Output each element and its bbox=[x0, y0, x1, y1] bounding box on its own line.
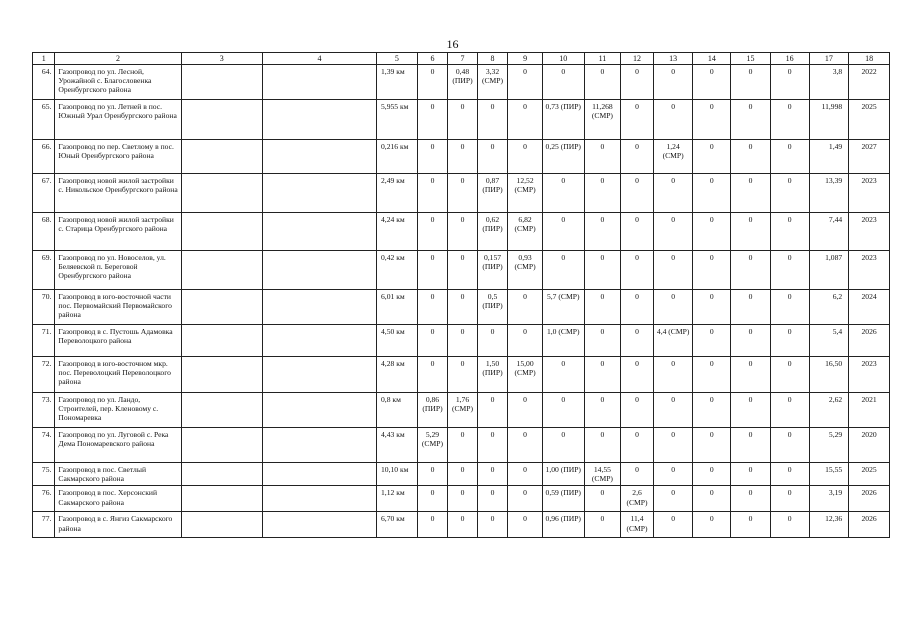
table-row bbox=[33, 512, 890, 538]
header-cell: 4 bbox=[263, 53, 377, 65]
value-cell-c14: 0 bbox=[693, 325, 731, 357]
year-cell: 2023 bbox=[849, 251, 890, 290]
total-cell: 1,49 bbox=[809, 140, 849, 174]
col-3-cell bbox=[181, 512, 262, 538]
value-cell-c9: 0 bbox=[508, 512, 543, 538]
value-cell-c10: 0 bbox=[542, 174, 584, 213]
value-cell-c16: 0 bbox=[770, 325, 809, 357]
length-cell: 4,28 км bbox=[377, 357, 418, 393]
length-cell: 6,01 км bbox=[377, 290, 418, 325]
row-number: 68. bbox=[33, 213, 55, 251]
value-cell-c6: 0 bbox=[417, 357, 448, 393]
header-cell: 7 bbox=[448, 53, 478, 65]
row-number: 69. bbox=[33, 251, 55, 290]
value-cell-c9: 12,52 (СМР) bbox=[508, 174, 543, 213]
value-cell-c9: 15,00 (СМР) bbox=[508, 357, 543, 393]
value-cell-c15: 0 bbox=[731, 463, 771, 486]
total-cell: 12,36 bbox=[809, 512, 849, 538]
col-4-cell bbox=[263, 357, 377, 393]
length-cell: 1,39 км bbox=[377, 65, 418, 100]
object-name: Газопровод в юго-восточном мкр. пос. Переволоцкий Переволоцкого района bbox=[55, 357, 181, 393]
header-cell: 2 bbox=[55, 53, 181, 65]
header-cell: 13 bbox=[653, 53, 693, 65]
value-cell-c12: 0 bbox=[621, 357, 654, 393]
col-4-cell bbox=[263, 428, 377, 463]
value-cell-c14: 0 bbox=[693, 463, 731, 486]
value-cell-c12: 0 bbox=[621, 65, 654, 100]
value-cell-c14: 0 bbox=[693, 290, 731, 325]
value-cell-c7: 0 bbox=[448, 100, 478, 140]
col-4-cell bbox=[263, 463, 377, 486]
value-cell-c16: 0 bbox=[770, 213, 809, 251]
year-cell: 2022 bbox=[849, 65, 890, 100]
col-3-cell bbox=[181, 100, 262, 140]
value-cell-c16: 0 bbox=[770, 100, 809, 140]
value-cell-c13: 0 bbox=[653, 174, 693, 213]
length-cell: 1,12 км bbox=[377, 486, 418, 512]
object-name: Газопровод по ул. Луговой с. Река Дема Пономаревского района bbox=[55, 428, 181, 463]
value-cell-c6: 0 bbox=[417, 65, 448, 100]
value-cell-c8: 0 bbox=[477, 463, 508, 486]
value-cell-c6: 0,86 (ПИР) bbox=[417, 393, 448, 428]
value-cell-c14: 0 bbox=[693, 251, 731, 290]
table-row bbox=[33, 140, 890, 174]
data-table bbox=[32, 52, 890, 538]
col-4-cell bbox=[263, 251, 377, 290]
value-cell-c12: 0 bbox=[621, 140, 654, 174]
object-name: Газопровод в пос. Херсонский Сакмарского района bbox=[55, 486, 181, 512]
value-cell-c16: 0 bbox=[770, 140, 809, 174]
year-cell: 2023 bbox=[849, 174, 890, 213]
value-cell-c8: 0 bbox=[477, 428, 508, 463]
row-number: 75. bbox=[33, 463, 55, 486]
value-cell-c7: 0 bbox=[448, 325, 478, 357]
value-cell-c12: 0 bbox=[621, 174, 654, 213]
col-3-cell bbox=[181, 213, 262, 251]
value-cell-c13: 0 bbox=[653, 251, 693, 290]
col-3-cell bbox=[181, 393, 262, 428]
length-cell: 10,10 км bbox=[377, 463, 418, 486]
value-cell-c7: 0 bbox=[448, 174, 478, 213]
value-cell-c10: 5,7 (СМР) bbox=[542, 290, 584, 325]
value-cell-c11: 0 bbox=[584, 213, 621, 251]
value-cell-c14: 0 bbox=[693, 174, 731, 213]
value-cell-c9: 0 bbox=[508, 486, 543, 512]
value-cell-c12: 0 bbox=[621, 463, 654, 486]
value-cell-c7: 0 bbox=[448, 357, 478, 393]
value-cell-c13: 0 bbox=[653, 290, 693, 325]
col-4-cell bbox=[263, 325, 377, 357]
row-number: 72. bbox=[33, 357, 55, 393]
col-4-cell bbox=[263, 290, 377, 325]
value-cell-c7: 0 bbox=[448, 140, 478, 174]
value-cell-c8: 0,157 (ПИР) bbox=[477, 251, 508, 290]
value-cell-c8: 1,50 (ПИР) bbox=[477, 357, 508, 393]
value-cell-c13: 4,4 (СМР) bbox=[653, 325, 693, 357]
length-cell: 4,24 км bbox=[377, 213, 418, 251]
value-cell-c10: 0,96 (ПИР) bbox=[542, 512, 584, 538]
header-cell: 6 bbox=[417, 53, 448, 65]
total-cell: 5,29 bbox=[809, 428, 849, 463]
value-cell-c14: 0 bbox=[693, 357, 731, 393]
value-cell-c14: 0 bbox=[693, 65, 731, 100]
value-cell-c6: 0 bbox=[417, 100, 448, 140]
value-cell-c6: 0 bbox=[417, 512, 448, 538]
value-cell-c9: 0 bbox=[508, 100, 543, 140]
total-cell: 15,55 bbox=[809, 463, 849, 486]
year-cell: 2026 bbox=[849, 512, 890, 538]
col-3-cell bbox=[181, 357, 262, 393]
value-cell-c7: 0 bbox=[448, 463, 478, 486]
object-name: Газопровод в пос. Светлый Сакмарского района bbox=[55, 463, 181, 486]
value-cell-c11: 0 bbox=[584, 325, 621, 357]
header-cell: 18 bbox=[849, 53, 890, 65]
value-cell-c16: 0 bbox=[770, 393, 809, 428]
year-cell: 2024 bbox=[849, 290, 890, 325]
value-cell-c15: 0 bbox=[731, 174, 771, 213]
object-name: Газопровод новой жилой застройки с. Никольское Оренбургского района bbox=[55, 174, 181, 213]
col-3-cell bbox=[181, 290, 262, 325]
value-cell-c10: 1,00 (ПИР) bbox=[542, 463, 584, 486]
value-cell-c7: 0 bbox=[448, 213, 478, 251]
value-cell-c10: 0,59 (ПИР) bbox=[542, 486, 584, 512]
header-cell: 10 bbox=[542, 53, 584, 65]
row-number: 73. bbox=[33, 393, 55, 428]
table-row bbox=[33, 65, 890, 100]
value-cell-c8: 0,62 (ПИР) bbox=[477, 213, 508, 251]
value-cell-c6: 0 bbox=[417, 174, 448, 213]
value-cell-c13: 0 bbox=[653, 463, 693, 486]
length-cell: 4,43 км bbox=[377, 428, 418, 463]
value-cell-c13: 0 bbox=[653, 100, 693, 140]
value-cell-c10: 0 bbox=[542, 393, 584, 428]
col-3-cell bbox=[181, 140, 262, 174]
value-cell-c10: 0,73 (ПИР) bbox=[542, 100, 584, 140]
header-cell: 15 bbox=[731, 53, 771, 65]
value-cell-c7: 1,76 (СМР) bbox=[448, 393, 478, 428]
length-cell: 4,50 км bbox=[377, 325, 418, 357]
value-cell-c16: 0 bbox=[770, 65, 809, 100]
col-4-cell bbox=[263, 65, 377, 100]
row-number: 77. bbox=[33, 512, 55, 538]
value-cell-c12: 11,4 (СМР) bbox=[621, 512, 654, 538]
year-cell: 2023 bbox=[849, 213, 890, 251]
value-cell-c13: 0 bbox=[653, 393, 693, 428]
value-cell-c15: 0 bbox=[731, 428, 771, 463]
total-cell: 2,62 bbox=[809, 393, 849, 428]
value-cell-c14: 0 bbox=[693, 428, 731, 463]
value-cell-c12: 0 bbox=[621, 290, 654, 325]
value-cell-c7: 0,48 (ПИР) bbox=[448, 65, 478, 100]
header-cell: 12 bbox=[621, 53, 654, 65]
value-cell-c12: 2,6 (СМР) bbox=[621, 486, 654, 512]
value-cell-c11: 0 bbox=[584, 486, 621, 512]
header-cell: 1 bbox=[33, 53, 55, 65]
value-cell-c10: 0 bbox=[542, 251, 584, 290]
value-cell-c11: 14,55 (СМР) bbox=[584, 463, 621, 486]
total-cell: 1,087 bbox=[809, 251, 849, 290]
total-cell: 3,8 bbox=[809, 65, 849, 100]
value-cell-c13: 0 bbox=[653, 428, 693, 463]
value-cell-c15: 0 bbox=[731, 486, 771, 512]
value-cell-c8: 0 bbox=[477, 512, 508, 538]
page-number: 16 bbox=[446, 37, 459, 51]
value-cell-c10: 0 bbox=[542, 357, 584, 393]
object-name: Газопровод по пер. Светлому в пос. Юный Оренбургского района bbox=[55, 140, 181, 174]
value-cell-c14: 0 bbox=[693, 140, 731, 174]
value-cell-c16: 0 bbox=[770, 357, 809, 393]
value-cell-c12: 0 bbox=[621, 100, 654, 140]
row-number: 64. bbox=[33, 65, 55, 100]
col-3-cell bbox=[181, 463, 262, 486]
table-row bbox=[33, 213, 890, 251]
value-cell-c14: 0 bbox=[693, 393, 731, 428]
table-row bbox=[33, 463, 890, 486]
header-cell: 3 bbox=[181, 53, 262, 65]
value-cell-c13: 0 bbox=[653, 213, 693, 251]
year-cell: 2026 bbox=[849, 325, 890, 357]
col-3-cell bbox=[181, 428, 262, 463]
header-cell: 8 bbox=[477, 53, 508, 65]
col-4-cell bbox=[263, 140, 377, 174]
value-cell-c6: 0 bbox=[417, 325, 448, 357]
value-cell-c6: 0 bbox=[417, 486, 448, 512]
value-cell-c9: 0 bbox=[508, 428, 543, 463]
value-cell-c9: 0 bbox=[508, 290, 543, 325]
value-cell-c12: 0 bbox=[621, 325, 654, 357]
row-number: 67. bbox=[33, 174, 55, 213]
value-cell-c9: 0 bbox=[508, 65, 543, 100]
col-4-cell bbox=[263, 393, 377, 428]
header-cell: 16 bbox=[770, 53, 809, 65]
value-cell-c16: 0 bbox=[770, 486, 809, 512]
value-cell-c6: 0 bbox=[417, 251, 448, 290]
value-cell-c11: 0 bbox=[584, 65, 621, 100]
header-cell: 17 bbox=[809, 53, 849, 65]
col-4-cell bbox=[263, 486, 377, 512]
table-row bbox=[33, 251, 890, 290]
object-name: Газопровод по ул. Летней в пос. Южный Урал Оренбургского района bbox=[55, 100, 181, 140]
col-3-cell bbox=[181, 65, 262, 100]
header-row bbox=[33, 53, 890, 65]
year-cell: 2021 bbox=[849, 393, 890, 428]
value-cell-c11: 0 bbox=[584, 357, 621, 393]
table-row bbox=[33, 290, 890, 325]
value-cell-c15: 0 bbox=[731, 512, 771, 538]
value-cell-c10: 1,0 (СМР) bbox=[542, 325, 584, 357]
header-cell: 9 bbox=[508, 53, 543, 65]
value-cell-c15: 0 bbox=[731, 251, 771, 290]
col-3-cell bbox=[181, 325, 262, 357]
value-cell-c16: 0 bbox=[770, 512, 809, 538]
value-cell-c8: 0 bbox=[477, 393, 508, 428]
col-4-cell bbox=[263, 213, 377, 251]
col-4-cell bbox=[263, 512, 377, 538]
value-cell-c15: 0 bbox=[731, 393, 771, 428]
total-cell: 3,19 bbox=[809, 486, 849, 512]
row-number: 65. bbox=[33, 100, 55, 140]
row-number: 76. bbox=[33, 486, 55, 512]
year-cell: 2025 bbox=[849, 100, 890, 140]
table-row bbox=[33, 393, 890, 428]
length-cell: 2,49 км bbox=[377, 174, 418, 213]
value-cell-c9: 0 bbox=[508, 140, 543, 174]
total-cell: 13,39 bbox=[809, 174, 849, 213]
value-cell-c7: 0 bbox=[448, 290, 478, 325]
col-4-cell bbox=[263, 100, 377, 140]
value-cell-c11: 0 bbox=[584, 140, 621, 174]
value-cell-c12: 0 bbox=[621, 393, 654, 428]
value-cell-c11: 0 bbox=[584, 428, 621, 463]
value-cell-c10: 0 bbox=[542, 428, 584, 463]
value-cell-c16: 0 bbox=[770, 428, 809, 463]
row-number: 71. bbox=[33, 325, 55, 357]
value-cell-c11: 0 bbox=[584, 290, 621, 325]
value-cell-c11: 0 bbox=[584, 393, 621, 428]
value-cell-c14: 0 bbox=[693, 100, 731, 140]
value-cell-c13: 0 bbox=[653, 357, 693, 393]
value-cell-c16: 0 bbox=[770, 290, 809, 325]
value-cell-c10: 0 bbox=[542, 65, 584, 100]
value-cell-c8: 3,32 (СМР) bbox=[477, 65, 508, 100]
table-row bbox=[33, 100, 890, 140]
value-cell-c11: 0 bbox=[584, 251, 621, 290]
row-number: 74. bbox=[33, 428, 55, 463]
value-cell-c15: 0 bbox=[731, 100, 771, 140]
value-cell-c16: 0 bbox=[770, 251, 809, 290]
value-cell-c6: 0 bbox=[417, 463, 448, 486]
value-cell-c15: 0 bbox=[731, 325, 771, 357]
value-cell-c6: 0 bbox=[417, 290, 448, 325]
value-cell-c8: 0,5 (ПИР) bbox=[477, 290, 508, 325]
table-row bbox=[33, 357, 890, 393]
value-cell-c9: 0 bbox=[508, 393, 543, 428]
value-cell-c6: 5,29 (СМР) bbox=[417, 428, 448, 463]
value-cell-c15: 0 bbox=[731, 140, 771, 174]
value-cell-c16: 0 bbox=[770, 174, 809, 213]
total-cell: 16,50 bbox=[809, 357, 849, 393]
value-cell-c14: 0 bbox=[693, 213, 731, 251]
value-cell-c13: 0 bbox=[653, 512, 693, 538]
value-cell-c12: 0 bbox=[621, 213, 654, 251]
year-cell: 2025 bbox=[849, 463, 890, 486]
value-cell-c8: 0 bbox=[477, 486, 508, 512]
length-cell: 0,42 км bbox=[377, 251, 418, 290]
value-cell-c11: 0 bbox=[584, 512, 621, 538]
object-name: Газопровод по ул. Новоселов, ул. Беляевской п. Береговой Оренбургского района bbox=[55, 251, 181, 290]
value-cell-c10: 0 bbox=[542, 213, 584, 251]
total-cell: 5,4 bbox=[809, 325, 849, 357]
object-name: Газопровод новой жилой застройки с. Старица Оренбургского района bbox=[55, 213, 181, 251]
value-cell-c16: 0 bbox=[770, 463, 809, 486]
object-name: Газопровод в с. Пустошь Адамовка Переволоцкого района bbox=[55, 325, 181, 357]
value-cell-c15: 0 bbox=[731, 213, 771, 251]
value-cell-c15: 0 bbox=[731, 290, 771, 325]
year-cell: 2027 bbox=[849, 140, 890, 174]
total-cell: 11,998 bbox=[809, 100, 849, 140]
value-cell-c9: 0,93 (СМР) bbox=[508, 251, 543, 290]
value-cell-c9: 0 bbox=[508, 325, 543, 357]
value-cell-c7: 0 bbox=[448, 251, 478, 290]
value-cell-c8: 0 bbox=[477, 100, 508, 140]
length-cell: 0,216 км bbox=[377, 140, 418, 174]
table-row bbox=[33, 428, 890, 463]
header-cell: 5 bbox=[377, 53, 418, 65]
object-name: Газопровод в с. Янгиз Сакмарского района bbox=[55, 512, 181, 538]
header-cell: 14 bbox=[693, 53, 731, 65]
value-cell-c7: 0 bbox=[448, 486, 478, 512]
length-cell: 6,70 км bbox=[377, 512, 418, 538]
total-cell: 7,44 bbox=[809, 213, 849, 251]
value-cell-c11: 0 bbox=[584, 174, 621, 213]
col-3-cell bbox=[181, 486, 262, 512]
col-3-cell bbox=[181, 174, 262, 213]
value-cell-c10: 0,25 (ПИР) bbox=[542, 140, 584, 174]
value-cell-c9: 0 bbox=[508, 463, 543, 486]
value-cell-c9: 6,82 (СМР) bbox=[508, 213, 543, 251]
length-cell: 0,8 км bbox=[377, 393, 418, 428]
value-cell-c8: 0,87 (ПИР) bbox=[477, 174, 508, 213]
value-cell-c7: 0 bbox=[448, 512, 478, 538]
object-name: Газопровод по ул. Ландо, Строителей, пер. Кленовому с. Пономаревка bbox=[55, 393, 181, 428]
object-name: Газопровод в юго-восточной части пос. Первомайский Первомайского района bbox=[55, 290, 181, 325]
value-cell-c7: 0 bbox=[448, 428, 478, 463]
value-cell-c6: 0 bbox=[417, 140, 448, 174]
table-row bbox=[33, 174, 890, 213]
row-number: 70. bbox=[33, 290, 55, 325]
header-cell: 11 bbox=[584, 53, 621, 65]
year-cell: 2026 bbox=[849, 486, 890, 512]
value-cell-c13: 0 bbox=[653, 65, 693, 100]
col-4-cell bbox=[263, 174, 377, 213]
object-name: Газопровод по ул. Лесной, Урожайной с. Благословенка Оренбургского района bbox=[55, 65, 181, 100]
value-cell-c11: 11,268 (СМР) bbox=[584, 100, 621, 140]
value-cell-c14: 0 bbox=[693, 512, 731, 538]
year-cell: 2020 bbox=[849, 428, 890, 463]
col-3-cell bbox=[181, 251, 262, 290]
value-cell-c13: 1,24 (СМР) bbox=[653, 140, 693, 174]
total-cell: 6,2 bbox=[809, 290, 849, 325]
value-cell-c12: 0 bbox=[621, 428, 654, 463]
table-row bbox=[33, 486, 890, 512]
value-cell-c15: 0 bbox=[731, 65, 771, 100]
value-cell-c13: 0 bbox=[653, 486, 693, 512]
value-cell-c14: 0 bbox=[693, 486, 731, 512]
length-cell: 5,955 км bbox=[377, 100, 418, 140]
value-cell-c15: 0 bbox=[731, 357, 771, 393]
value-cell-c8: 0 bbox=[477, 325, 508, 357]
row-number: 66. bbox=[33, 140, 55, 174]
value-cell-c6: 0 bbox=[417, 213, 448, 251]
table-row bbox=[33, 325, 890, 357]
value-cell-c12: 0 bbox=[621, 251, 654, 290]
year-cell: 2023 bbox=[849, 357, 890, 393]
value-cell-c8: 0 bbox=[477, 140, 508, 174]
